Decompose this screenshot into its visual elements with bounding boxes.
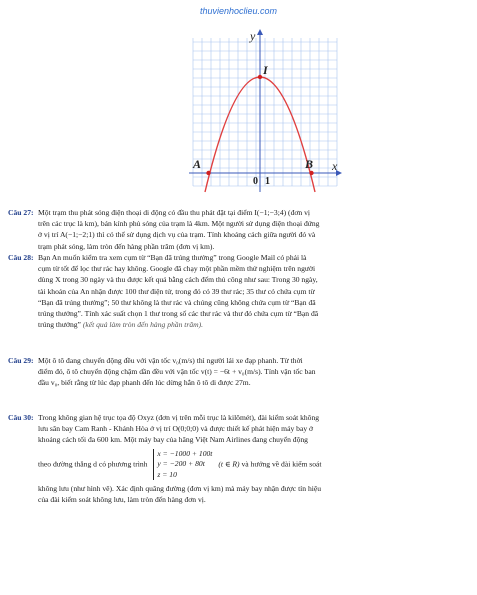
question-line: tài khoản của An nhận được 100 thư điện tử, trong đó có 39 thư rác; 35 thư có chứa cụm từ xyxy=(38,286,315,296)
question-line: “Bạn đã trúng thưởng”; 50 thư không là thư rác và chúng cũng không chứa cụm từ “Bạn đã xyxy=(38,297,316,307)
question-line: không lưu (như hình vẽ). Xác định quãng đường (đơn vị km) mà máy bay nhận được tín hiệu xyxy=(38,484,322,494)
question-line: trạm phát sóng, làm tròn đến hàng phần trăm (đơn vị km). xyxy=(38,241,215,251)
equation-y: y = −200 + 80t xyxy=(157,459,205,469)
y-axis-label: y xyxy=(250,29,256,43)
question-line: dùng X trong 30 ngày và thu được kết quả bằng cách đếm thủ công như sau: Trong 30 ngày, xyxy=(38,275,318,285)
question-number: Câu 30: xyxy=(8,413,34,422)
x-axis-label: x xyxy=(332,159,338,173)
question-number: Câu 27: xyxy=(8,208,34,217)
question-line: ở vị trí A(−1;−2;1) thì có thể sử dụng dịch vụ của trạm. Tính khoảng cách giữa người đó và xyxy=(38,230,316,240)
question-29 xyxy=(8,355,458,389)
one-tick-label: 1 xyxy=(265,176,270,187)
equation-x: x = −1000 + 100t xyxy=(157,448,213,458)
origin-label: 0 xyxy=(253,176,258,187)
question-line: cụm từ tốt để lọc thư rác hay không. Google đã chạy một phần mềm thử nghiệm trên người xyxy=(38,264,316,274)
question-line: khoảng cách tối đa 600 km. Một máy bay của hãng Việt Nam Airlines đang chuyển động xyxy=(38,435,308,445)
question-27 xyxy=(8,207,458,252)
question-line xyxy=(38,319,458,330)
point-i-dot xyxy=(258,75,262,79)
equation-system xyxy=(153,449,212,481)
question-line: Một trạm thu phát sóng điện thoại di động có đầu thu phát đặt tại điểm I(−1;−3;4) (đơn vị xyxy=(38,208,310,217)
question-line-main: trúng thưởng” xyxy=(38,320,81,330)
question-line: Bạn An muốn kiểm tra xem cụm từ “Bạn đã trúng thưởng” trong Google Mail có phải là xyxy=(38,253,307,262)
track-suffix: và hướng về đài kiểm soát xyxy=(241,459,322,469)
question-line: của đài kiểm soát không lưu, làm tròn đến hàng đơn vị. xyxy=(38,495,206,505)
question-line: đầu v₀, biết rằng từ lúc đạp phanh đến lúc dừng hẳn ô tô di được 27m. xyxy=(38,378,251,388)
point-i-label: I xyxy=(263,63,268,77)
point-b-label: B xyxy=(305,157,314,171)
point-a-label: A xyxy=(193,157,202,171)
question-line: lưu sân bay Cam Ranh - Khánh Hòa ở vị trí O(0;0;0) và được thiết kế phát hiện máy bay ở xyxy=(38,424,314,434)
question-line: trên các trục là km), bán kính phủ sóng của trạm là 4km. Một người sử dụng điện thoại đứng xyxy=(38,219,320,229)
question-line: Trong không gian hệ trục tọa độ Oxyz (đơn vị trên mỗi trục là kilômét), đài kiểm soát không xyxy=(38,413,320,422)
point-a-dot xyxy=(206,171,210,175)
question-line: điểm đó, ô tô chuyển động chậm dần đều với vận tốc v(t) = −6t + v₀(m/s). Tính vận tốc ban xyxy=(38,367,316,377)
grid xyxy=(193,38,337,186)
question-number: Câu 29: xyxy=(8,356,34,365)
parabola-figure xyxy=(185,16,350,198)
question-number: Câu 28: xyxy=(8,253,34,262)
question-line: Một ô tô đang chuyển động đều với vận tốc v₀(m/s) thì người lái xe đạp phanh. Từ thời xyxy=(38,356,303,365)
question-28 xyxy=(8,252,458,330)
question-line: trúng thưởng”. Tính xác suất chọn 1 thư trong số các thư rác và thư đó chứa cụm từ “Bạn đã xyxy=(38,309,319,319)
equation-z: z = 10 xyxy=(157,469,177,479)
parameter-condition: (t ∈ R) xyxy=(218,459,240,469)
question-30 xyxy=(8,412,458,506)
track-equation-line xyxy=(38,449,458,481)
watermark: thuvienhoclieu.com xyxy=(200,6,278,16)
track-prefix: theo đường thẳng d có phương trình xyxy=(38,459,148,469)
rounding-note: (kết quả làm tròn đến hàng phần trăm). xyxy=(80,320,204,330)
point-b-dot xyxy=(309,171,313,175)
